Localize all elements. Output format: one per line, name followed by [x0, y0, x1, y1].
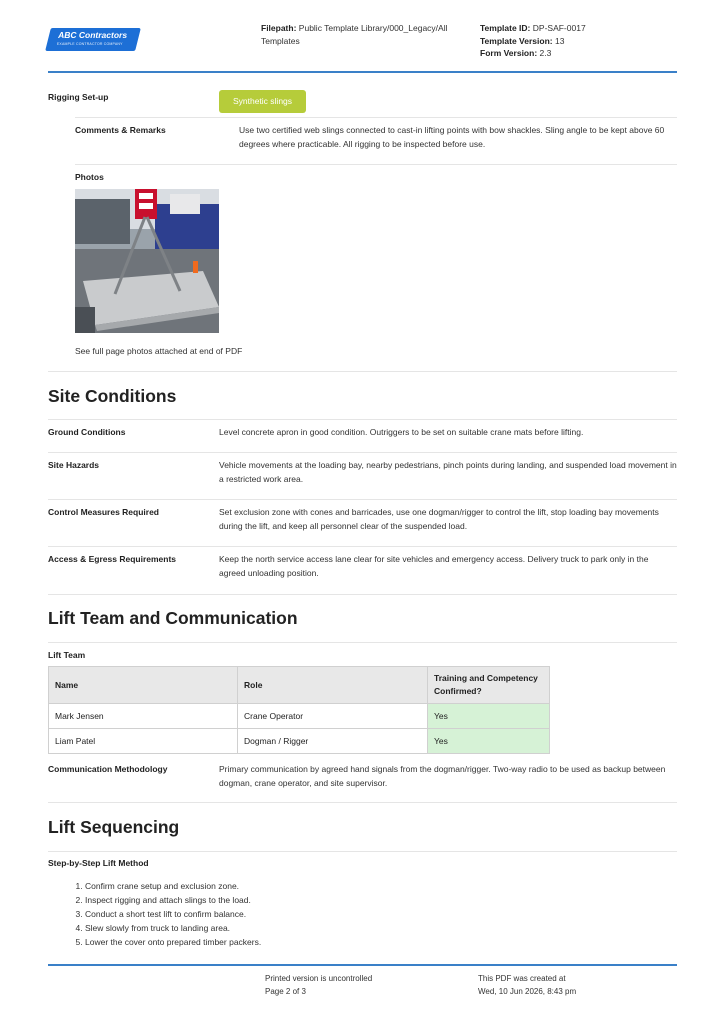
page-number: Page 2 of 3	[265, 987, 306, 996]
created-label: This PDF was created at	[478, 974, 566, 983]
filepath-block	[261, 22, 461, 47]
template-id-label: Template ID:	[480, 23, 531, 33]
divider	[75, 164, 677, 165]
table-header-row	[49, 667, 550, 704]
lift-team-title: Lift Team and Communication	[48, 608, 298, 628]
uncontrolled-note: Printed version is uncontrolled	[265, 974, 373, 983]
table-row	[49, 729, 550, 754]
access-egress-value: Keep the north service access lane clear for site vehicles and emergency access. Delivery truck to park only in the agreed unloading position.	[219, 554, 649, 578]
company-logo	[45, 28, 141, 51]
form-version-value: 2.3	[539, 48, 552, 58]
logo-subtext: EXAMPLE CONTRACTOR COMPANY	[56, 42, 123, 46]
ground-conditions-label: Ground Conditions	[48, 427, 126, 437]
list-item: 5. Lower the cover onto prepared timber packers.	[85, 935, 261, 949]
lift-sequencing-title: Lift Sequencing	[48, 817, 180, 837]
member-role: Dogman / Rigger	[238, 729, 428, 754]
lift-team-table-label: Lift Team	[48, 650, 86, 660]
logo-text: ABC Contractors	[58, 30, 128, 40]
control-measures-label: Control Measures Required	[48, 507, 159, 517]
control-measures-value: Set exclusion zone with cones and barricades, use one dogman/rigger to control the lift, stop loading bay movements during the lift, and keep all personnel clear of the suspended load.	[219, 507, 659, 531]
access-egress-label: Access & Egress Requirements	[48, 554, 177, 564]
footer-divider	[48, 964, 677, 966]
table-row	[49, 704, 550, 729]
column-header-role: Role	[238, 667, 428, 704]
photos-note: See full page photos attached at end of PDF	[75, 346, 243, 356]
comments-label: Comments & Remarks	[75, 125, 166, 135]
site-hazards-label: Site Hazards	[48, 460, 100, 470]
rigging-label: Rigging Set-up	[48, 92, 109, 102]
divider	[48, 642, 677, 643]
member-confirmed: Yes	[428, 729, 550, 754]
footer-right	[478, 972, 576, 998]
list-item: 3. Conduct a short test lift to confirm balance.	[85, 907, 261, 921]
member-name: Mark Jensen	[49, 704, 238, 729]
filepath-value: Public Template Library/000_Legacy/All Templates	[261, 23, 448, 46]
template-version-value: 13	[554, 35, 565, 46]
divider	[48, 594, 677, 595]
divider	[75, 117, 677, 118]
lift-method-label: Step-by-Step Lift Method	[48, 858, 149, 868]
site-conditions-title: Site Conditions	[48, 386, 177, 406]
list-item: 4. Slew slowly from truck to landing area.	[85, 921, 261, 935]
template-info-block	[480, 22, 680, 60]
photos-label: Photos	[75, 172, 104, 182]
footer-left	[265, 972, 372, 998]
ground-conditions-value: Level concrete apron in good condition. Outriggers to be set on suitable crane mats before lifting.	[219, 427, 584, 437]
list-item: 2. Inspect rigging and attach slings to the load.	[85, 893, 261, 907]
lift-team-table	[48, 666, 550, 754]
form-version-label: Form Version:	[480, 48, 538, 58]
template-id-value: DP-SAF-0017	[532, 23, 586, 33]
photo-image	[75, 189, 219, 333]
member-confirmed: Yes	[428, 704, 550, 729]
site-hazards-value: Vehicle movements at the loading bay, nearby pedestrians, pinch points during landing, and suspended load movement in a restricted work area.	[219, 460, 677, 484]
template-version-label: Template Version:	[480, 35, 553, 46]
created-timestamp: Wed, 10 Jun 2026, 8:43 pm	[478, 987, 577, 996]
rigging-photo[interactable]	[75, 189, 219, 333]
divider	[48, 851, 677, 852]
page-header	[0, 0, 725, 72]
member-name: Liam Patel	[49, 729, 238, 754]
column-header-confirmed: Training and Competency Confirmed?	[428, 667, 550, 704]
divider	[48, 802, 677, 803]
comments-value: Use two certified web slings connected to cast-in lifting points with bow shackles. Sling angle to be kept above 60 degrees where practicable. All rigging to be inspected before use.	[239, 125, 665, 149]
rigging-chip: Synthetic slings	[219, 90, 306, 113]
filepath-label: Filepath:	[261, 23, 297, 33]
lift-steps-list	[48, 879, 261, 949]
divider	[48, 419, 677, 420]
divider	[48, 499, 677, 500]
divider	[48, 452, 677, 453]
list-item: 1. Confirm crane setup and exclusion zone.	[85, 879, 261, 893]
member-role: Crane Operator	[238, 704, 428, 729]
header-divider	[48, 71, 677, 73]
divider	[48, 546, 677, 547]
communication-value: Primary communication by agreed hand signals from the dogman/rigger. Two-way radio to be used as backup between dogman, crane operator, and site supervisor.	[219, 764, 666, 788]
divider	[48, 371, 677, 372]
column-header-name: Name	[49, 667, 238, 704]
communication-label: Communication Methodology	[48, 764, 168, 774]
